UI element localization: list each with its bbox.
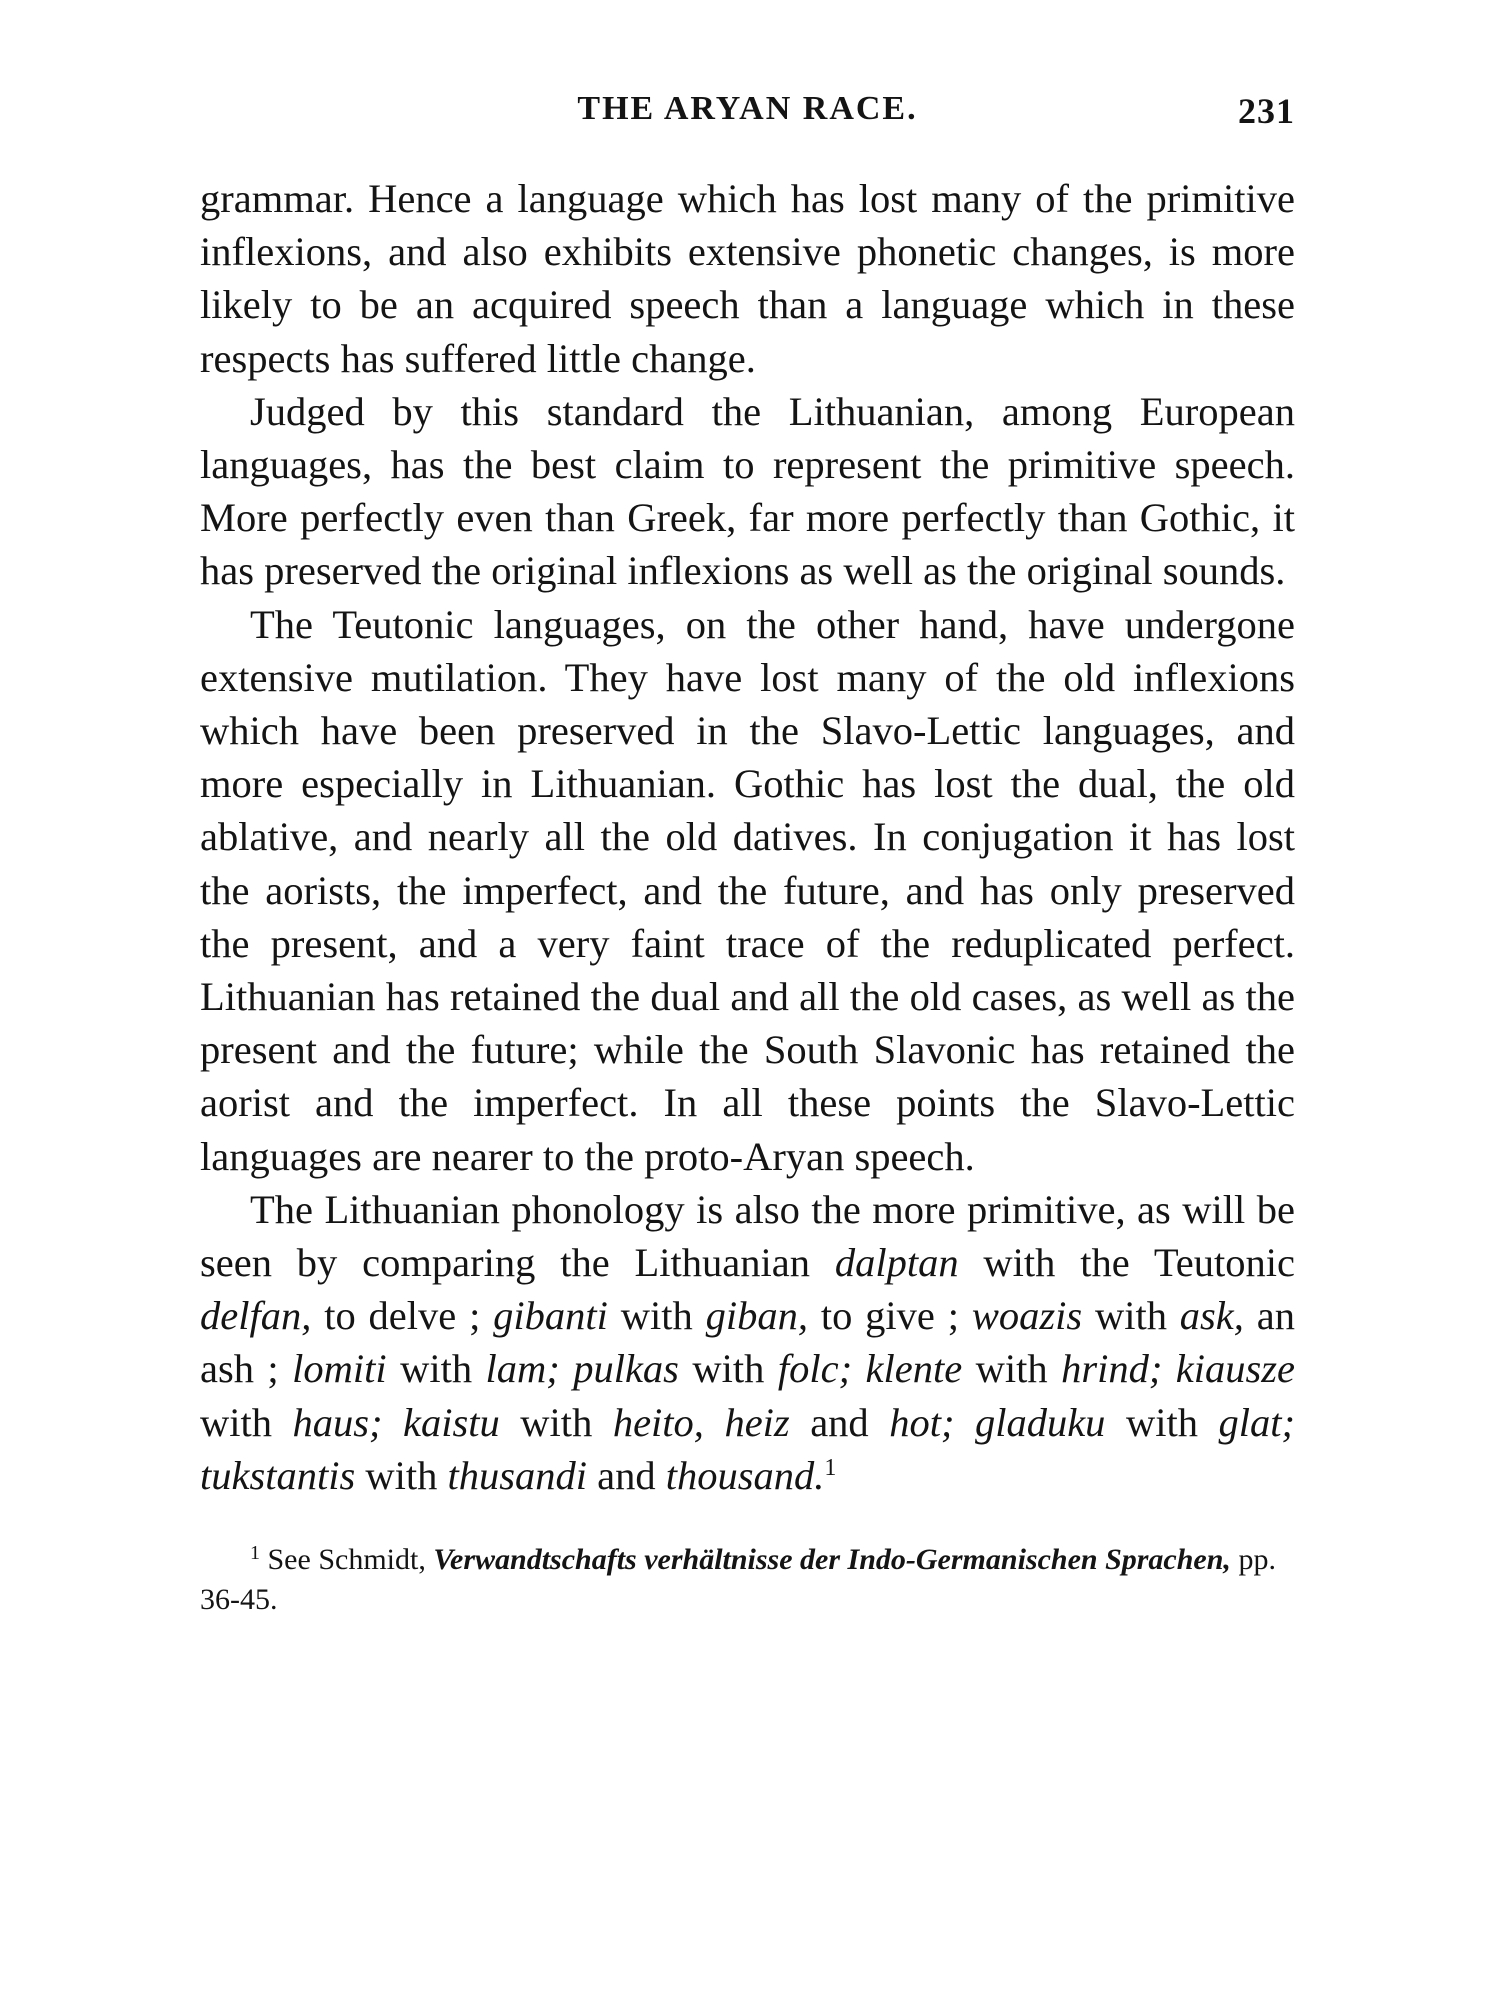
page-number: 231 <box>1238 91 1295 131</box>
p4-text-1: The Lithuanian phonology is also the more primitive, as will be seen by comparing the Lithuanian <box>200 1186 1295 1286</box>
footnote-lead: See Schmidt, <box>260 1543 434 1577</box>
p4-text-6: with <box>1082 1293 1180 1339</box>
running-head-title: THE ARYAN RACE. <box>577 90 918 127</box>
p4-text-8: with <box>386 1346 486 1392</box>
footnote-marker: 1 <box>250 1542 260 1565</box>
word-pair-glat-tukstantis: glat; tukstantis <box>200 1399 1295 1498</box>
p4-text-12: with <box>499 1399 613 1445</box>
word-pair-lam-pulkas: lam; pulkas <box>485 1346 679 1392</box>
footnote-reference: 1 <box>824 1454 837 1481</box>
word-pair-folc-klente: folc; klente <box>777 1346 963 1392</box>
p4-text-13: and <box>789 1399 890 1445</box>
p4-text-11: with <box>200 1399 293 1445</box>
body-text <box>200 172 1295 1502</box>
lithuanian-word-gibanti: gibanti <box>493 1293 608 1339</box>
footnote-cited-title: Verwandtschafts verhältnisse der Indo-Germanischen Sprachen, <box>433 1543 1231 1577</box>
english-word-thousand: thousand. <box>665 1452 825 1498</box>
word-pair-heito-heiz: heito, heiz <box>612 1399 790 1445</box>
running-head <box>200 90 1295 150</box>
word-pair-hot-gladuku: hot; gladuku <box>889 1399 1106 1445</box>
p4-text-5: to give ; <box>807 1293 972 1339</box>
footnote <box>200 1540 1295 1620</box>
footnote-pages: pp. 36-45. <box>200 1543 1276 1617</box>
p4-text-2: with the Teutonic <box>958 1240 1295 1286</box>
paragraph-1: grammar. Hence a language which has lost many of the primitive inflexions, and also exhibits extensive phonetic changes, is more likely to be an acquired speech than a language which in these respects has suffered little change. <box>200 176 1295 381</box>
paragraph-2: Judged by this standard the Lithuanian, among European languages, has the best claim to represent the primitive speech. More perfectly even than Greek, far more perfectly than Gothic, it has preserved the original inflexions as well as the original sounds. <box>200 388 1295 594</box>
paragraph-3: The Teutonic languages, on the other hand, have undergone extensive mutilation. They have lost many of the old inflexions which have been preserved in the Slavo-Lettic languages, and more especially in Lithuanian. Gothic has lost the dual, the old ablative, and nearly all the old datives. In conjugation it has lost the aorists, the imperfect, and the future, and has only preserved the present, and a very faint trace of the reduplicated perfect. Lithuanian has retained the dual and all the old cases, as well as the present and the future; while the South Slavonic has retained the aorist and the imperfect. In all these points the Slavo-Lettic languages are nearer to the proto-Aryan speech. <box>200 601 1295 1179</box>
paragraph-4 <box>200 1183 1295 1502</box>
p4-text-14: with <box>1105 1399 1219 1445</box>
teutonic-word-ask: ask, <box>1179 1293 1244 1339</box>
teutonic-word-thusandi: thusandi <box>447 1452 588 1498</box>
lithuanian-word-dalptan: dalptan <box>834 1240 959 1286</box>
p4-text-4: with <box>607 1293 706 1339</box>
lithuanian-word-lomiti: lomiti <box>292 1346 387 1392</box>
teutonic-word-giban: giban, <box>705 1293 808 1339</box>
word-pair-hrind-kiausze: hrind; kiausze <box>1061 1346 1295 1392</box>
p4-text-15: with <box>355 1452 448 1498</box>
p4-text-9: with <box>678 1346 778 1392</box>
p4-text-7: an ash ; <box>200 1293 1295 1392</box>
lithuanian-word-woazis: woazis <box>971 1293 1083 1339</box>
p4-text-3: to delve ; <box>311 1293 494 1339</box>
book-page <box>200 90 1295 1970</box>
p4-text-10: with <box>962 1346 1062 1392</box>
p4-text-16: and <box>587 1452 666 1498</box>
word-pair-haus-kaistu: haus; kaistu <box>292 1399 500 1445</box>
teutonic-word-delfan: delfan, <box>200 1293 312 1339</box>
